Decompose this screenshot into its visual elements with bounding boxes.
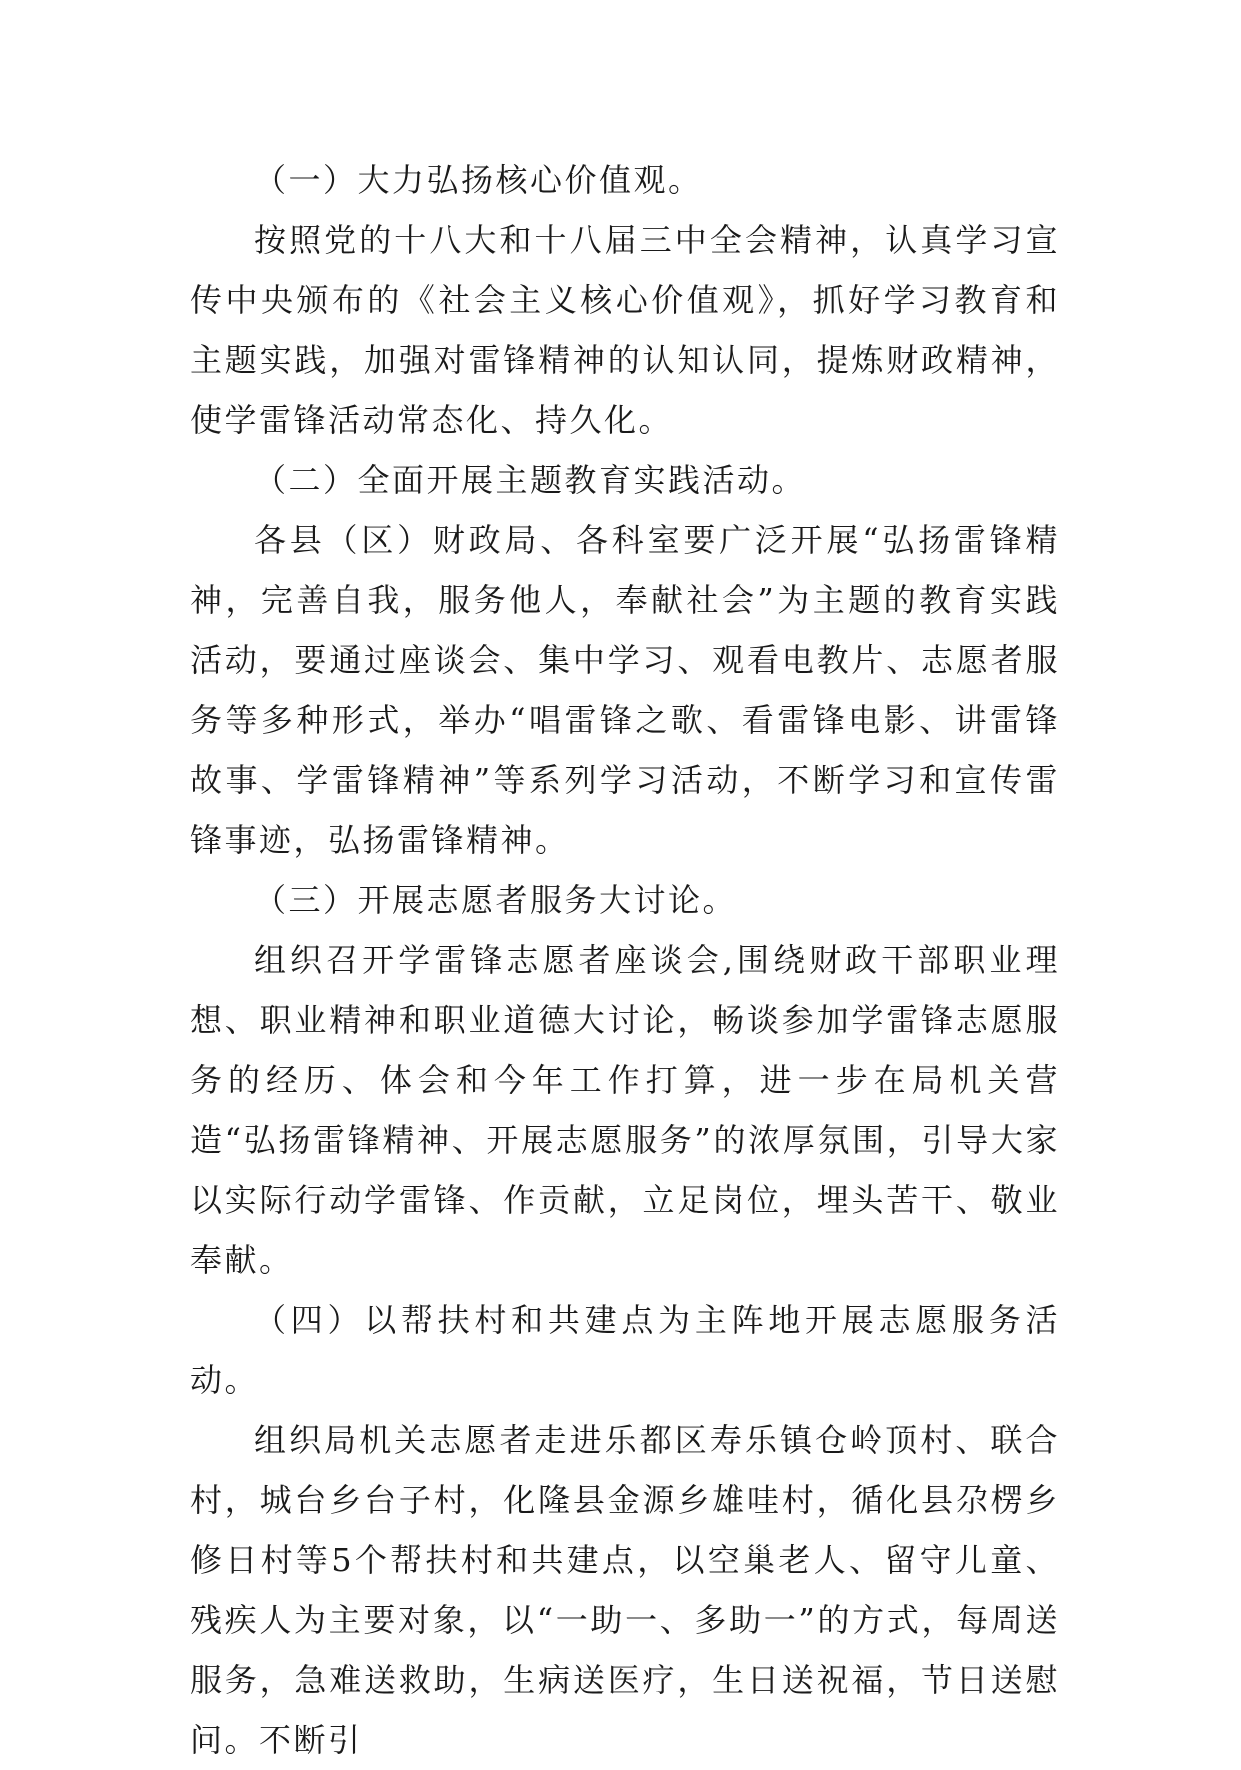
document-body <box>190 150 1060 1770</box>
section-paragraph-4: 组织局机关志愿者走进乐都区寿乐镇仓岭顶村、联合村，城台乡台子村，化隆县金源乡雄哇村，循化县尕楞乡修日村等5个帮扶村和共建点，以空巢老人、留守儿童、残疾人为主要对象，以“一助一、多助一”的方式，每周送服务，急难送救助，生病送医疗，生日送祝福，节日送慰问。不断引 <box>190 1421 1060 1759</box>
section-paragraph-1: 按照党的十八大和十八届三中全会精神，认真学习宣传中央颁布的《社会主义核心价值观》，抓好学习教育和主题实践，加强对雷锋精神的认知认同，提炼财政精神，使学雷锋活动常态化、持久化。 <box>190 221 1060 439</box>
section-paragraph-2: 各县（区）财政局、各科室要广泛开展“弘扬雷锋精神，完善自我，服务他人，奉献社会”为主题的教育实践活动，要通过座谈会、集中学习、观看电教片、志愿者服务等多种形式，举办“唱雷锋之歌、看雷锋电影、讲雷锋故事、学雷锋精神”等系列学习活动，不断学习和宣传雷锋事迹，弘扬雷锋精神。 <box>190 521 1060 859</box>
section-heading-3: （三）开展志愿者服务大讨论。 <box>254 881 738 919</box>
section-heading-2: （二）全面开展主题教育实践活动。 <box>254 461 807 499</box>
section-heading-1: （一）大力弘扬核心价值观。 <box>254 161 703 199</box>
section-heading-4: （四）以帮扶村和共建点为主阵地开展志愿服务活动。 <box>190 1301 1060 1399</box>
section-paragraph-3: 组织召开学雷锋志愿者座谈会,围绕财政干部职业理想、职业精神和职业道德大讨论，畅谈参加学雷锋志愿服务的经历、体会和今年工作打算，进一步在局机关营造“弘扬雷锋精神、开展志愿服务”的浓厚氛围，引导大家以实际行动学雷锋、作贡献，立足岗位，埋头苦干、敬业奉献。 <box>190 941 1060 1279</box>
